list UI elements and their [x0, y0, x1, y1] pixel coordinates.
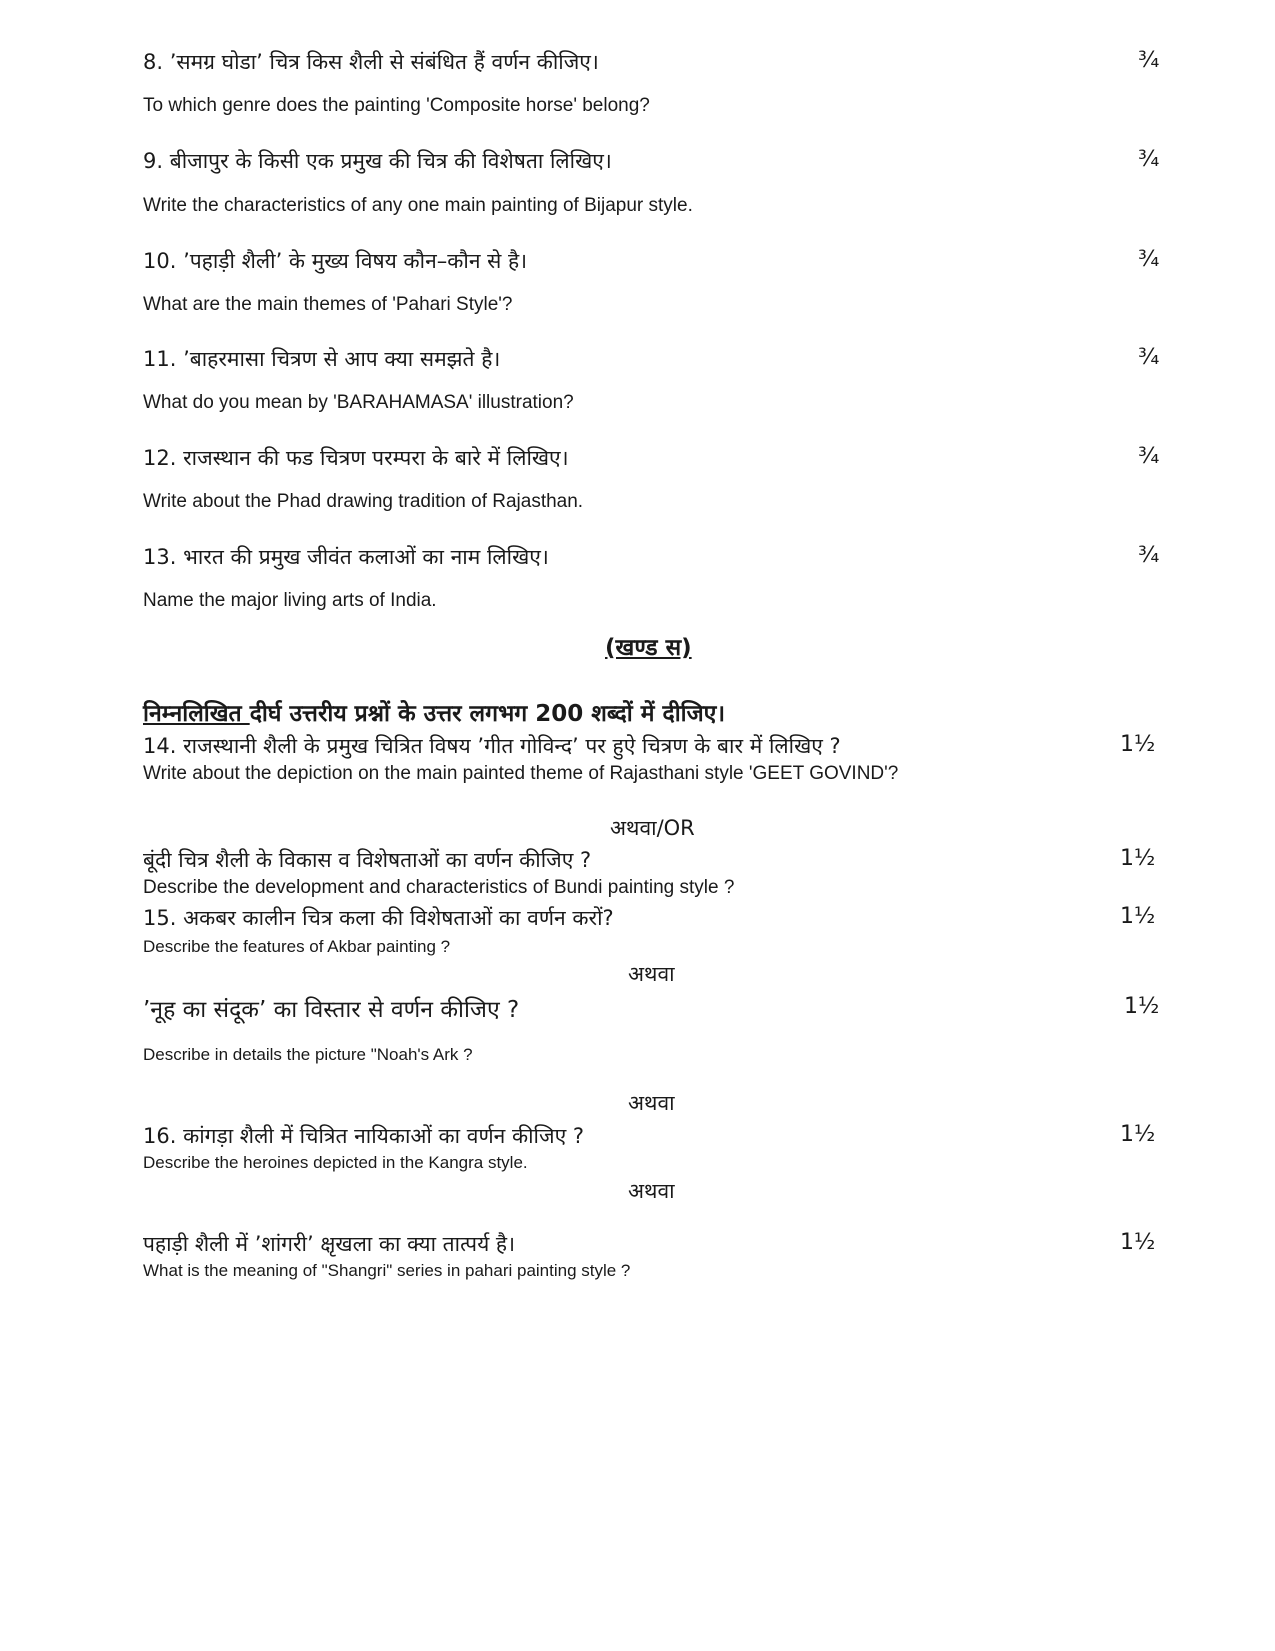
question-14-alt-english: Describe the development and characteristics of Bundi painting style ? [143, 877, 735, 898]
question-16-marks: 1½ [1120, 1122, 1156, 1147]
question-10-hindi: 10. ’पहाड़ी शैली’ के मुख्य विषय कौन–कौन से है। [143, 249, 528, 273]
question-9-marks: ¾ [1138, 147, 1160, 172]
question-14-alt-hindi: बूंदी चित्र शैली के विकास व विशेषताओं का वर्णन कीजिए ? [143, 848, 592, 872]
question-15-alt-marks: 1½ [1124, 994, 1160, 1019]
instruction-rest: दीर्घ उत्तरीय प्रश्नों के उत्तर लगभग 200 शब्दों में दीजिए। [249, 701, 726, 727]
question-10-english: What are the main themes of 'Pahari Style'? [143, 294, 513, 315]
instruction-underlined: निम्नलिखित [143, 701, 250, 727]
question-16-or-label: अथवा [628, 1179, 675, 1203]
question-13-marks: ¾ [1138, 543, 1160, 568]
question-11-english: What do you mean by 'BARAHAMASA' illustration? [143, 392, 574, 413]
question-12-hindi: 12. राजस्थान की फड चित्रण परम्परा के बारे में लिखिए। [143, 446, 569, 470]
question-16-alt-marks: 1½ [1120, 1230, 1156, 1255]
question-9-english: Write the characteristics of any one main painting of Bijapur style. [143, 195, 693, 216]
question-16-pre-or-label: अथवा [628, 1091, 675, 1115]
question-14-hindi: 14. राजस्थानी शैली के प्रमुख चित्रित विषय ’गीत गोविन्द’ पर हुऐ चित्रण के बार में लिखिए ? [143, 734, 841, 758]
question-14-or-label: अथवा/OR [610, 816, 695, 840]
question-14-english: Write about the depiction on the main painted theme of Rajasthani style 'GEET GOVIND'? [143, 763, 899, 784]
question-16-alt-english: What is the meaning of "Shangri" series in pahari painting style ? [143, 1261, 631, 1280]
section-title: (खण्ड स) [605, 635, 692, 661]
question-15-marks: 1½ [1120, 904, 1156, 929]
question-11-hindi: 11. ’बाहरमासा चित्रण से आप क्या समझते है। [143, 347, 501, 371]
question-11-marks: ¾ [1138, 345, 1160, 370]
question-9-hindi: 9. बीजापुर के किसी एक प्रमुख की चित्र की विशेषता लिखिए। [143, 149, 612, 173]
question-13-english: Name the major living arts of India. [143, 590, 437, 611]
question-14-marks: 1½ [1120, 732, 1156, 757]
question-15-alt-hindi: ’नूह का संदूक’ का विस्तार से वर्णन कीजिए ? [143, 997, 520, 1023]
question-12-marks: ¾ [1138, 444, 1160, 469]
question-12-english: Write about the Phad drawing tradition of Rajasthan. [143, 491, 584, 512]
section-instruction [143, 696, 725, 728]
question-10-marks: ¾ [1138, 247, 1160, 272]
question-8-english: To which genre does the painting 'Composite horse' belong? [143, 95, 650, 116]
question-16-english: Describe the heroines depicted in the Kangra style. [143, 1153, 528, 1172]
question-8-marks: ¾ [1138, 48, 1160, 73]
question-15-hindi: 15. अकबर कालीन चित्र कला की विशेषताओं का वर्णन करों? [143, 906, 614, 930]
question-15-english: Describe the features of Akbar painting ? [143, 937, 451, 956]
question-14-alt-marks: 1½ [1120, 846, 1156, 871]
question-16-alt-hindi: पहाड़ी शैली में ’शांगरी’ क्षृखला का क्या तात्पर्य है। [143, 1232, 516, 1256]
question-15-or-label: अथवा [628, 962, 675, 986]
question-13-hindi: 13. भारत की प्रमुख जीवंत कलाओं का नाम लिखिए। [143, 545, 549, 569]
question-15-alt-english: Describe in details the picture "Noah's Ark ? [143, 1045, 473, 1064]
question-16-hindi: 16. कांगड़ा शैली में चित्रित नायिकाओं का वर्णन कीजिए ? [143, 1124, 584, 1148]
question-8-hindi: 8. ’समग्र घोडा’ चित्र किस शैली से संबंधित हैं वर्णन कीजिए। [143, 50, 599, 74]
